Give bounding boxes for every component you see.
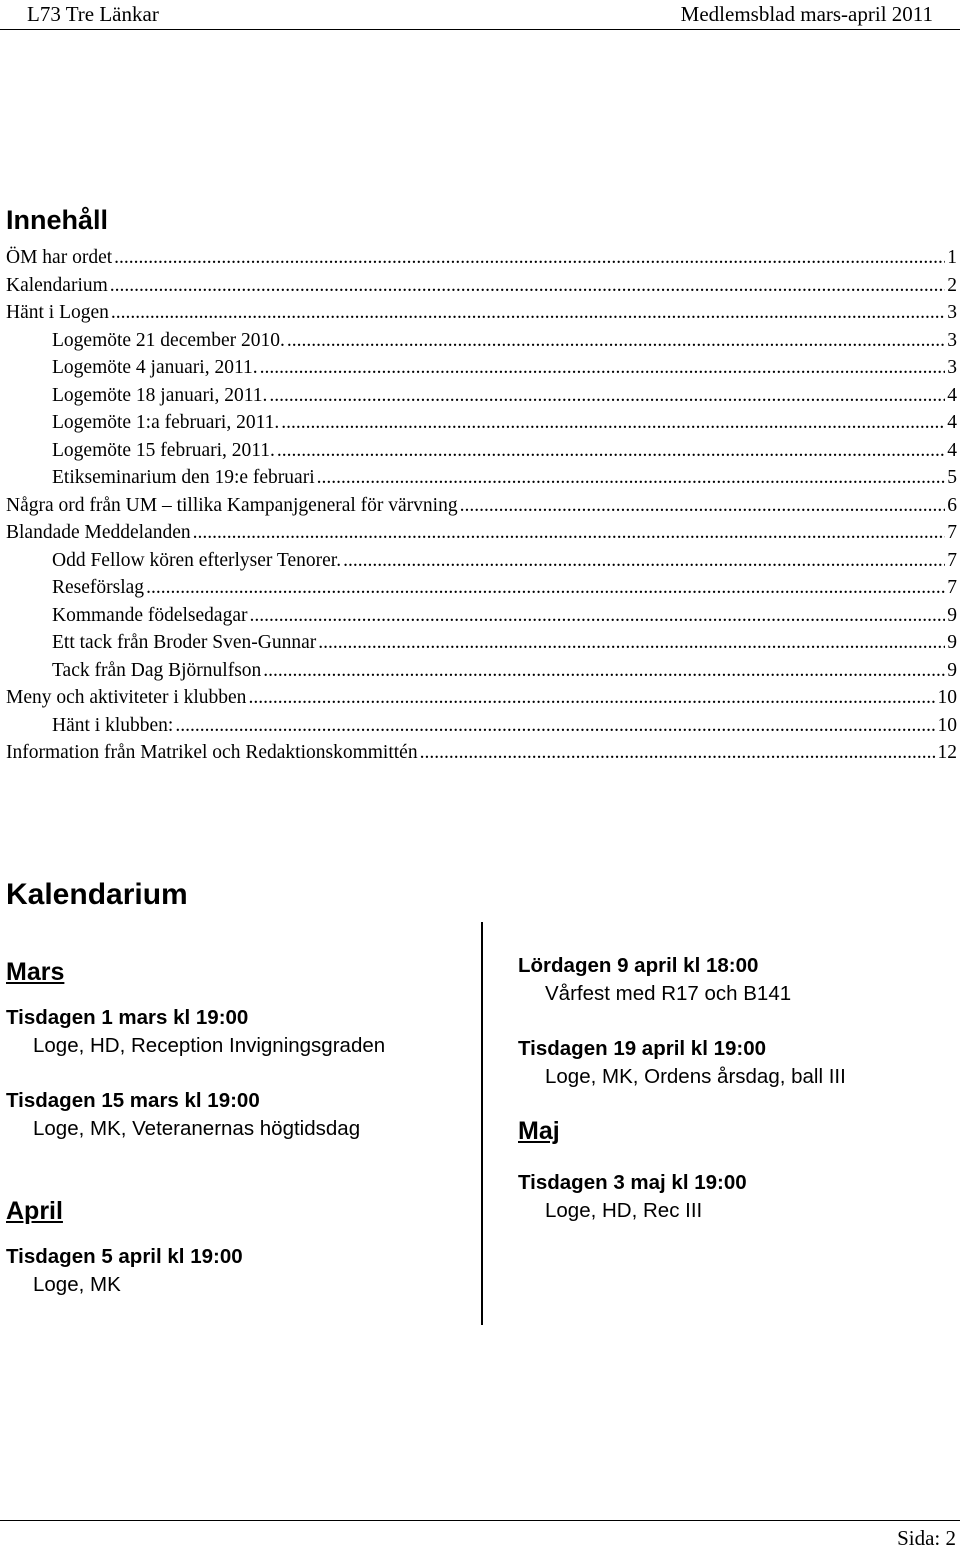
toc-leader-dots [249,602,945,630]
page-number: Sida: 2 [897,1526,956,1550]
toc-leader-dots [420,739,936,767]
toc-leader-dots [260,354,946,382]
calendar-event [518,952,948,1008]
event-description: Loge, MK, Ordens årsdag, ball III [545,1065,846,1088]
toc-entry[interactable] [6,382,957,410]
toc-entry-title: Meny och aktiviteter i klubben [6,687,247,708]
toc-entry-title: Etikseminarium den 19:e februari [52,467,315,488]
toc-leader-dots [248,684,935,712]
toc-entry-page: 6 [947,494,957,516]
toc-entry-title: Reseförslag [52,577,145,598]
calendar-left-column [6,952,476,1299]
toc-heading: Innehåll [6,205,109,235]
toc-leader-dots [114,244,945,272]
toc-leader-dots [111,299,945,327]
toc-entry[interactable] [6,712,957,740]
toc-entry[interactable] [6,629,957,657]
newsletter-lodge-name: L73 Tre Länkar [27,2,159,26]
event-description: Loge, HD, Reception Invigningsgraden [33,1034,386,1057]
toc-leader-dots [175,712,935,740]
toc-entry-page: 9 [947,604,957,626]
toc-entry-page: 4 [947,412,957,433]
column-divider [481,922,483,1325]
toc-entry[interactable] [6,547,957,575]
toc-entry-title: Hänt i klubben: [52,714,174,736]
toc-entry-title: Kommande födelsedagar [52,604,248,626]
toc-entry-title: Logemöte 15 februari, 2011. [52,439,275,461]
toc-entry-page: 9 [947,659,957,681]
event-date: Tisdagen 5 april kl 19:00 [6,1245,243,1268]
calendar-event [518,1035,948,1091]
toc-entry[interactable] [6,684,957,712]
toc-entry[interactable] [6,602,957,630]
toc-entry-title: Logemöte 1:a februari, 2011. [52,412,280,433]
toc-leader-dots [269,382,945,410]
toc-entry-page: 5 [947,467,957,488]
toc-entry-title: Logemöte 4 januari, 2011. [52,357,258,378]
event-date: Lördagen 9 april kl 18:00 [518,954,759,977]
toc-leader-dots [343,547,945,575]
toc-entry-title: Tack från Dag Björnulfson [52,659,262,681]
toc-entry-page: 1 [947,247,957,268]
calendar-event [6,1087,476,1143]
event-date: Tisdagen 1 mars kl 19:00 [6,1006,249,1029]
event-description: Loge, HD, Rec III [545,1199,703,1222]
table-of-contents [6,244,957,767]
toc-leader-dots [460,492,946,520]
toc-entry-page: 2 [947,274,957,296]
toc-entry-title: Blandade Meddelanden [6,522,191,543]
month-heading-mars: Mars [6,958,65,986]
toc-entry-title: Logemöte 18 januari, 2011. [52,384,268,406]
toc-entry[interactable] [6,244,957,272]
calendar-event [6,1243,476,1299]
event-date: Tisdagen 19 april kl 19:00 [518,1037,767,1060]
event-description: Loge, MK, Veteranernas högtidsdag [33,1117,361,1140]
toc-entry-page: 3 [947,357,957,378]
calendar-heading: Kalendarium [6,878,188,911]
toc-entry-title: Hänt i Logen [6,302,109,323]
toc-leader-dots [263,657,945,685]
toc-entry-page: 3 [947,329,957,351]
calendar-right-column [518,952,948,1225]
toc-entry-page: 12 [937,742,957,763]
toc-entry-title: Information från Matrikel och Redaktionskommittén [6,742,418,763]
toc-entry[interactable] [6,519,957,547]
toc-leader-dots [287,327,945,355]
event-description: Loge, MK [33,1273,121,1296]
toc-entry[interactable] [6,327,957,355]
toc-entry-page: 10 [937,687,957,708]
toc-entry[interactable] [6,739,957,767]
event-date: Tisdagen 3 maj kl 19:00 [518,1171,747,1194]
event-date: Tisdagen 15 mars kl 19:00 [6,1089,260,1112]
month-heading-april: April [6,1197,63,1225]
toc-entry[interactable] [6,437,957,465]
toc-leader-dots [146,574,945,602]
toc-entry-page: 7 [947,522,957,543]
calendar-event [518,1169,948,1225]
calendar-event [6,1004,476,1060]
toc-entry-page: 4 [947,384,957,406]
toc-entry-page: 4 [947,439,957,461]
toc-entry-page: 7 [947,549,957,571]
toc-entry-title: Ett tack från Broder Sven-Gunnar [52,632,317,653]
toc-entry[interactable] [6,272,957,300]
toc-entry[interactable] [6,492,957,520]
toc-leader-dots [317,464,946,492]
toc-entry-title: Logemöte 21 december 2010. [52,329,285,351]
toc-entry[interactable] [6,299,957,327]
toc-entry[interactable] [6,574,957,602]
toc-leader-dots [193,519,946,547]
toc-entry-title: ÖM har ordet [6,247,113,268]
toc-entry-title: Kalendarium [6,274,108,296]
toc-entry-page: 10 [937,714,957,736]
toc-leader-dots [277,437,945,465]
toc-entry[interactable] [6,409,957,437]
toc-entry[interactable] [6,354,957,382]
toc-leader-dots [318,629,945,657]
toc-entry-page: 3 [947,302,957,323]
event-description: Vårfest med R17 och B141 [545,982,792,1005]
toc-entry[interactable] [6,464,957,492]
toc-entry-title: Några ord från UM – tillika Kampanjgeneral för värvning [6,494,458,516]
footer-divider [0,1520,960,1521]
toc-entry-page: 9 [947,632,957,653]
toc-entry[interactable] [6,657,957,685]
month-heading-maj: Maj [518,1117,560,1145]
newsletter-issue-title: Medlemsblad mars-april 2011 [680,2,933,26]
toc-leader-dots [281,409,945,437]
header-divider [0,29,960,30]
page-header [0,0,960,30]
toc-leader-dots [110,272,945,300]
toc-entry-title: Odd Fellow kören efterlyser Tenorer. [52,549,342,571]
toc-entry-page: 7 [947,577,957,598]
